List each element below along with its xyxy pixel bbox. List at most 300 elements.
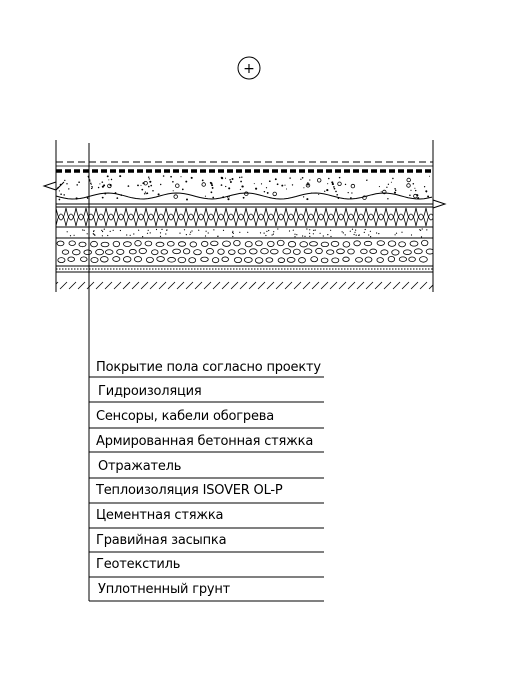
gravel-stone: [201, 257, 209, 261]
soil-hatch-stroke: [285, 282, 292, 289]
layer-label-insulation: Теплоизоляция ISOVER OL-P: [96, 483, 283, 498]
cement-dot: [327, 234, 328, 235]
cement-dot: [120, 230, 121, 231]
gravel-stone: [139, 248, 146, 253]
layer-label-cement-screed: Цементная стяжка: [96, 508, 224, 523]
concrete-pebble: [176, 184, 180, 188]
concrete-dot: [158, 193, 160, 195]
concrete-dot: [339, 177, 340, 178]
isover-insulation-layer: [56, 208, 436, 226]
gravel-stone: [222, 257, 229, 262]
layer-label-floor-covering: Покрытие пола согласно проекту: [96, 360, 321, 375]
cement-dot: [294, 234, 295, 235]
gravel-stone: [161, 250, 168, 254]
gravel-stone: [73, 250, 81, 255]
gravel-stone: [69, 241, 75, 246]
cement-dot: [264, 233, 265, 234]
concrete-dot: [228, 187, 230, 189]
cement-dot: [354, 234, 355, 235]
gravel-stone: [190, 242, 197, 247]
gravel-stone: [293, 249, 300, 254]
concrete-pebble: [174, 195, 178, 199]
concrete-dot: [66, 183, 67, 184]
gravel-stone: [135, 241, 142, 246]
gravel-fill-layer: [57, 240, 434, 263]
cement-dot: [133, 233, 134, 234]
cement-dot: [272, 234, 273, 235]
concrete-dot: [108, 179, 109, 180]
cement-dot: [355, 230, 356, 231]
concrete-pebble: [407, 178, 411, 182]
soil-hatch-stroke: [393, 282, 400, 289]
gravel-stone: [238, 249, 246, 254]
concrete-dot: [140, 185, 141, 186]
concrete-dot: [286, 188, 287, 189]
gravel-stone: [311, 257, 318, 262]
concrete-dot: [424, 186, 425, 187]
gravel-stone: [270, 249, 278, 254]
concrete-dot: [90, 183, 92, 185]
cement-dot: [323, 235, 324, 236]
gravel-stone: [168, 257, 176, 262]
gravel-stone: [113, 257, 120, 262]
concrete-pebble: [317, 179, 321, 183]
concrete-dot: [211, 183, 213, 185]
gravel-stone: [228, 250, 235, 255]
gravel-stone: [134, 257, 141, 262]
concrete-dot: [92, 187, 93, 188]
concrete-dot: [395, 190, 396, 191]
cement-dot: [266, 231, 267, 232]
cement-dot: [94, 235, 95, 236]
concrete-dot: [303, 187, 304, 188]
gravel-stone: [189, 258, 196, 263]
concrete-dot: [212, 197, 214, 199]
soil-hatch-stroke: [204, 282, 211, 289]
cement-dot: [309, 229, 310, 230]
concrete-dot: [345, 184, 346, 185]
concrete-dot: [91, 184, 92, 185]
soil-hatch-stroke: [231, 282, 238, 289]
concrete-dot: [327, 183, 328, 184]
concrete-dot: [146, 192, 148, 194]
cement-dot: [206, 231, 207, 232]
soil-hatch-stroke: [123, 282, 130, 289]
concrete-dot: [221, 184, 223, 186]
gravel-stone: [146, 257, 153, 262]
cement-dot: [330, 236, 331, 237]
cement-dot: [102, 231, 103, 232]
layer-label-waterproofing: Гидроизоляция: [98, 384, 202, 399]
soil-hatch-stroke: [159, 282, 166, 289]
soil-hatch-stroke: [186, 282, 193, 289]
cement-dot: [148, 230, 149, 231]
gravel-stone: [356, 257, 363, 262]
concrete-dot: [277, 183, 279, 185]
gravel-stone: [91, 241, 98, 247]
concrete-dot: [116, 197, 118, 199]
cement-dot: [102, 235, 103, 236]
cement-dot: [165, 233, 166, 234]
concrete-dot: [281, 185, 283, 187]
concrete-dot: [386, 187, 387, 188]
gravel-stone: [113, 241, 120, 246]
cement-dot: [104, 229, 105, 230]
concrete-dot: [261, 183, 262, 184]
cement-dot: [67, 231, 68, 232]
gravel-stone: [266, 258, 273, 263]
concrete-dot: [351, 192, 352, 193]
cement-dot: [378, 233, 379, 234]
gravel-stone: [194, 250, 202, 255]
cement-dot: [138, 230, 139, 231]
cement-dot: [345, 234, 346, 235]
section-marker: [238, 57, 260, 79]
concrete-dot: [212, 187, 214, 189]
gravel-stone: [105, 250, 113, 255]
cement-dot: [232, 231, 233, 232]
gravel-stone: [288, 241, 295, 247]
cement-dot: [189, 234, 190, 235]
gravel-stone: [84, 250, 92, 255]
concrete-dot: [309, 179, 310, 180]
cement-dot: [426, 229, 427, 230]
concrete-dot: [348, 192, 349, 193]
concrete-dot: [394, 188, 396, 190]
cement-dot: [213, 229, 214, 230]
concrete-dot: [148, 176, 149, 177]
gravel-stone: [81, 257, 88, 262]
gravel-stone: [145, 241, 152, 246]
cement-dot: [93, 231, 94, 232]
concrete-dot: [91, 186, 92, 187]
concrete-dot: [379, 186, 380, 187]
concrete-dot: [303, 196, 304, 197]
cement-dot: [376, 232, 377, 233]
soil-hatch-stroke: [96, 282, 103, 289]
gravel-stone: [304, 249, 312, 254]
cement-dot: [330, 230, 331, 231]
concrete-dot: [429, 176, 430, 177]
gravel-stone: [321, 258, 328, 263]
gravel-stone: [300, 242, 308, 247]
soil-hatch-stroke: [303, 282, 310, 289]
gravel-stone: [409, 257, 416, 262]
cement-dot: [190, 232, 191, 233]
cement-dot: [356, 235, 357, 236]
gravel-stone: [361, 249, 368, 254]
cement-dot: [84, 230, 85, 231]
concrete-dot: [64, 180, 65, 181]
soil-hatch-stroke: [348, 282, 355, 289]
soil-hatch-stroke: [276, 282, 283, 289]
gravel-stone: [321, 242, 328, 246]
concrete-dot: [227, 198, 229, 200]
concrete-dot: [324, 191, 325, 192]
concrete-dot: [332, 183, 334, 185]
concrete-dot: [300, 179, 301, 180]
concrete-dot: [266, 187, 267, 188]
concrete-dot: [336, 194, 338, 196]
concrete-dot: [182, 189, 184, 191]
concrete-dot: [160, 184, 161, 185]
concrete-dot: [211, 184, 213, 186]
gravel-stone: [343, 257, 349, 261]
gravel-stone: [183, 249, 189, 254]
gravel-stone: [399, 242, 406, 247]
cement-dot: [268, 230, 269, 231]
concrete-dot: [409, 195, 411, 197]
concrete-dot: [149, 178, 150, 179]
gravel-stone: [201, 241, 207, 246]
gravel-stone: [129, 249, 136, 254]
concrete-dot: [427, 195, 429, 197]
concrete-dot: [150, 185, 152, 187]
concrete-dot: [229, 179, 231, 181]
concrete-dot: [202, 180, 204, 182]
soil-hatch-stroke: [375, 282, 382, 289]
concrete-dot: [99, 183, 100, 184]
cement-dot: [265, 235, 266, 236]
gravel-stone: [277, 240, 284, 245]
break-mark-left: [44, 182, 64, 190]
cement-dot: [354, 232, 355, 233]
cement-dot: [309, 236, 310, 237]
cement-dot: [239, 232, 240, 233]
concrete-dot: [145, 192, 146, 193]
insulation-wave: [56, 214, 436, 226]
gravel-stone: [403, 250, 411, 255]
concrete-pebble: [414, 194, 418, 198]
soil-hatch-stroke: [357, 282, 364, 289]
gravel-stone: [370, 249, 377, 253]
concrete-dot: [205, 196, 206, 197]
soil-hatch-stroke: [330, 282, 337, 289]
concrete-dot: [170, 176, 172, 178]
gravel-stone: [364, 241, 372, 245]
gravel-stone: [381, 250, 388, 255]
cement-dot: [156, 229, 157, 230]
gravel-stone: [267, 241, 274, 246]
cement-dot: [289, 230, 290, 231]
gravel-stone: [101, 242, 109, 247]
cement-dot: [315, 230, 316, 231]
cement-dot: [260, 232, 261, 233]
concrete-dot: [128, 185, 130, 187]
gravel-stone: [348, 249, 355, 254]
cement-dot: [160, 236, 161, 237]
concrete-dot: [241, 177, 242, 178]
soil-hatch-stroke: [168, 282, 175, 289]
concrete-dot: [102, 181, 104, 183]
concrete-dot: [59, 199, 61, 201]
concrete-dot: [102, 197, 104, 199]
gravel-stone: [337, 249, 345, 254]
concrete-dot: [306, 198, 308, 200]
cement-dot: [304, 236, 305, 237]
concrete-dot: [381, 191, 382, 192]
soil-hatch-stroke: [114, 282, 121, 289]
soil-hatch-stroke: [294, 282, 301, 289]
concrete-dot: [191, 177, 193, 179]
cement-dot: [184, 229, 185, 230]
gravel-stone: [157, 257, 165, 262]
cement-dot: [352, 229, 353, 230]
gravel-stone: [287, 257, 295, 262]
concrete-dot: [394, 192, 396, 194]
concrete-dot: [302, 177, 304, 179]
cement-dot: [186, 234, 187, 235]
concrete-dot: [292, 184, 293, 185]
cement-dot: [293, 230, 294, 231]
soil-hatch-stroke: [384, 282, 391, 289]
cement-dot: [74, 235, 75, 236]
gravel-stone: [316, 248, 323, 253]
cement-dot: [70, 235, 71, 236]
concrete-dot: [76, 184, 78, 186]
concrete-dot: [413, 183, 415, 185]
concrete-dot: [180, 176, 181, 177]
concrete-dot: [149, 181, 151, 183]
concrete-dot: [392, 178, 393, 179]
cement-dot: [273, 231, 274, 232]
gravel-stone: [117, 249, 124, 254]
cement-dot: [277, 228, 278, 229]
concrete-dot: [289, 177, 290, 178]
cement-dot: [422, 228, 423, 229]
concrete-dot: [152, 190, 154, 192]
concrete-dot: [275, 178, 277, 180]
concrete-dot: [239, 177, 240, 178]
concrete-dot: [243, 197, 245, 199]
gravel-stone: [91, 257, 98, 262]
concrete-pebble: [338, 182, 342, 186]
gravel-stone: [223, 241, 231, 246]
gravel-stone: [173, 249, 181, 254]
soil-hatch-stroke: [69, 282, 76, 289]
compacted-soil-hatch: [51, 282, 436, 289]
cement-dot: [368, 234, 369, 235]
concrete-dot: [119, 175, 121, 177]
gravel-stone: [332, 258, 339, 263]
soil-hatch-stroke: [420, 282, 427, 289]
concrete-dot: [59, 190, 60, 191]
gravel-stone: [377, 241, 384, 246]
gravel-stone: [206, 248, 213, 253]
concrete-dot: [284, 185, 285, 186]
soil-hatch-stroke: [105, 282, 112, 289]
gravel-stone: [388, 256, 395, 261]
gravel-stone: [421, 240, 427, 246]
gravel-stone: [57, 241, 64, 246]
break-mark-right: [433, 200, 445, 208]
cement-dot: [370, 236, 371, 237]
cement-dot: [130, 235, 131, 236]
cement-dot: [401, 232, 402, 233]
gravel-stone: [414, 249, 422, 254]
concrete-dot: [366, 180, 367, 181]
gravel-stone: [327, 250, 334, 254]
cement-dot: [223, 230, 224, 231]
concrete-dot: [63, 194, 65, 196]
cement-dot: [313, 230, 314, 231]
layer-label-heating-cables: Сенсоры, кабели обогрева: [96, 409, 275, 424]
gravel-stone: [410, 241, 418, 246]
soil-hatch-stroke: [366, 282, 373, 289]
gravel-stone: [96, 249, 104, 255]
concrete-dot: [333, 186, 335, 188]
gravel-stone: [278, 258, 285, 263]
cement-dot: [313, 233, 314, 234]
gravel-stone: [62, 250, 69, 254]
concrete-dot: [87, 198, 88, 199]
gravel-stone: [343, 242, 350, 247]
gravel-stone: [234, 257, 241, 262]
cement-dot: [217, 236, 218, 237]
cement-dot: [147, 233, 148, 234]
concrete-dot: [414, 188, 415, 189]
gravel-stone: [123, 257, 131, 263]
soil-hatch-stroke: [222, 282, 229, 289]
cement-screed-layer: [67, 228, 428, 237]
cement-dot: [396, 233, 397, 234]
gravel-stone: [152, 250, 159, 255]
layer-label-soil: Уплотненный грунт: [98, 582, 231, 597]
cement-dot: [160, 232, 161, 233]
concrete-dot: [78, 181, 80, 183]
soil-hatch-stroke: [321, 282, 328, 289]
cement-dot: [395, 234, 396, 235]
concrete-dot: [225, 186, 226, 187]
cement-dot: [411, 234, 412, 235]
cement-dot: [150, 232, 151, 233]
cement-dot: [421, 236, 422, 237]
cement-dot: [364, 232, 365, 233]
cement-dot: [309, 233, 310, 234]
cement-dot: [247, 232, 248, 233]
gravel-stone: [256, 241, 263, 246]
gravel-stone: [212, 258, 218, 263]
cement-dot: [232, 236, 233, 237]
concrete-dot: [328, 178, 330, 180]
soil-hatch-stroke: [258, 282, 265, 289]
concrete-dot: [255, 188, 257, 190]
soil-hatch-stroke: [141, 282, 148, 289]
gravel-stone: [244, 257, 252, 262]
soil-hatch-stroke: [411, 282, 418, 289]
gravel-stone: [392, 250, 399, 255]
soil-hatch-stroke: [312, 282, 319, 289]
concrete-dot: [326, 189, 328, 191]
concrete-dot: [334, 188, 336, 190]
cement-dot: [208, 232, 209, 233]
cement-dot: [343, 232, 344, 233]
concrete-dot: [267, 192, 269, 194]
cement-dot: [233, 233, 234, 234]
soil-hatch-stroke: [132, 282, 139, 289]
cement-dot: [350, 231, 351, 232]
cement-dot: [179, 233, 180, 234]
soil-hatch-stroke: [267, 282, 274, 289]
cement-dot: [342, 231, 343, 232]
concrete-dot: [173, 190, 174, 191]
concrete-pebble: [245, 192, 249, 196]
concrete-dot: [264, 191, 265, 192]
concrete-dot: [185, 181, 187, 183]
gravel-stone: [167, 242, 174, 247]
gravel-stone: [261, 249, 269, 254]
gravel-stone: [331, 241, 339, 246]
